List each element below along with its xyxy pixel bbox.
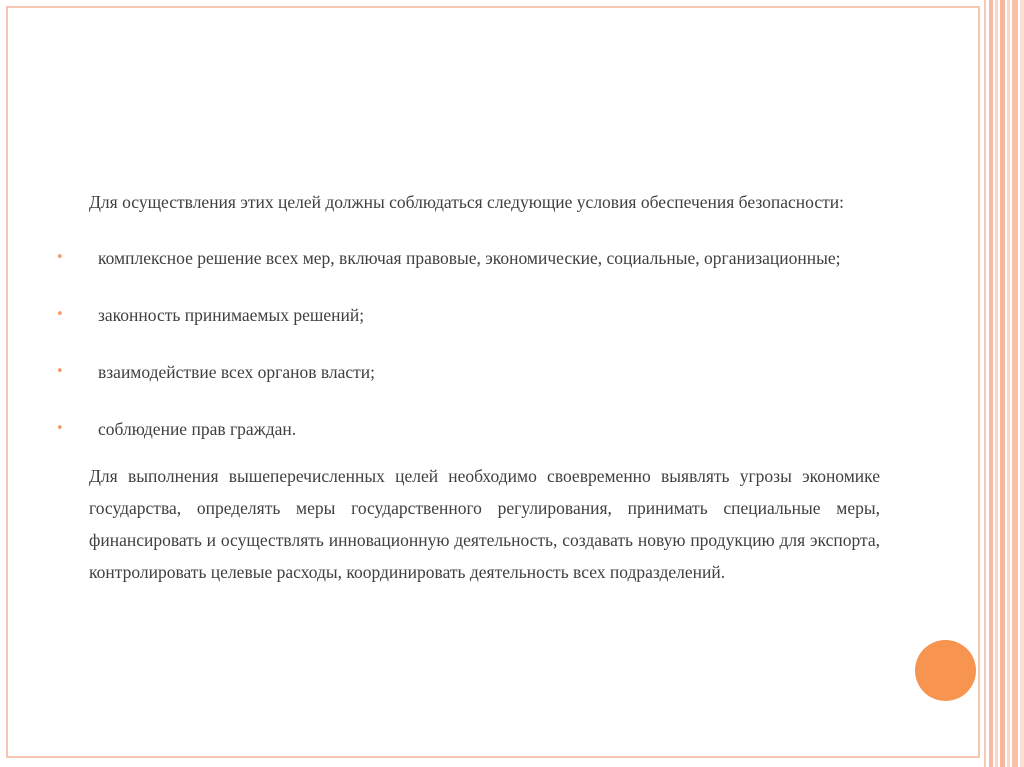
accent-circle [915, 640, 976, 701]
decor-stripe [1000, 0, 1005, 767]
list-item [56, 299, 880, 331]
bullet-icon: • [56, 364, 64, 379]
list-item [56, 413, 880, 445]
bullet-icon: • [56, 250, 64, 265]
bullet-icon: • [56, 421, 64, 436]
conditions-list [56, 242, 880, 445]
slide-body [56, 186, 880, 588]
outro-paragraph: Для выполнения вышеперечисленных целей необходимо своевременно выявлять угрозы экономике государства, определять меры государственного регулирования, принимать специальные меры, финансировать и осуществлять инновационную деятельность, создавать новую продукцию для экспорта, контролировать целевые расходы, координировать деятельность всех подразделений. [89, 466, 880, 582]
list-item [56, 242, 880, 274]
decor-stripe [989, 0, 993, 767]
intro-paragraph: Для осуществления этих целей должны соблюдаться следующие условия обеспечения безопасности: [89, 192, 844, 212]
decor-stripe [984, 0, 986, 767]
list-item-text: законность принимаемых решений; [98, 305, 365, 325]
list-item [56, 356, 880, 388]
list-item-text: соблюдение прав граждан. [98, 419, 297, 439]
decor-stripe [1012, 0, 1018, 767]
decor-stripe [1007, 0, 1010, 767]
bullet-icon: • [56, 307, 64, 322]
list-item-text: взаимодействие всех органов власти; [98, 362, 376, 382]
list-item-text: комплексное решение всех мер, включая правовые, экономические, социальные, организационные; [98, 248, 841, 268]
decor-stripe [1020, 0, 1024, 767]
decor-stripe [995, 0, 998, 767]
